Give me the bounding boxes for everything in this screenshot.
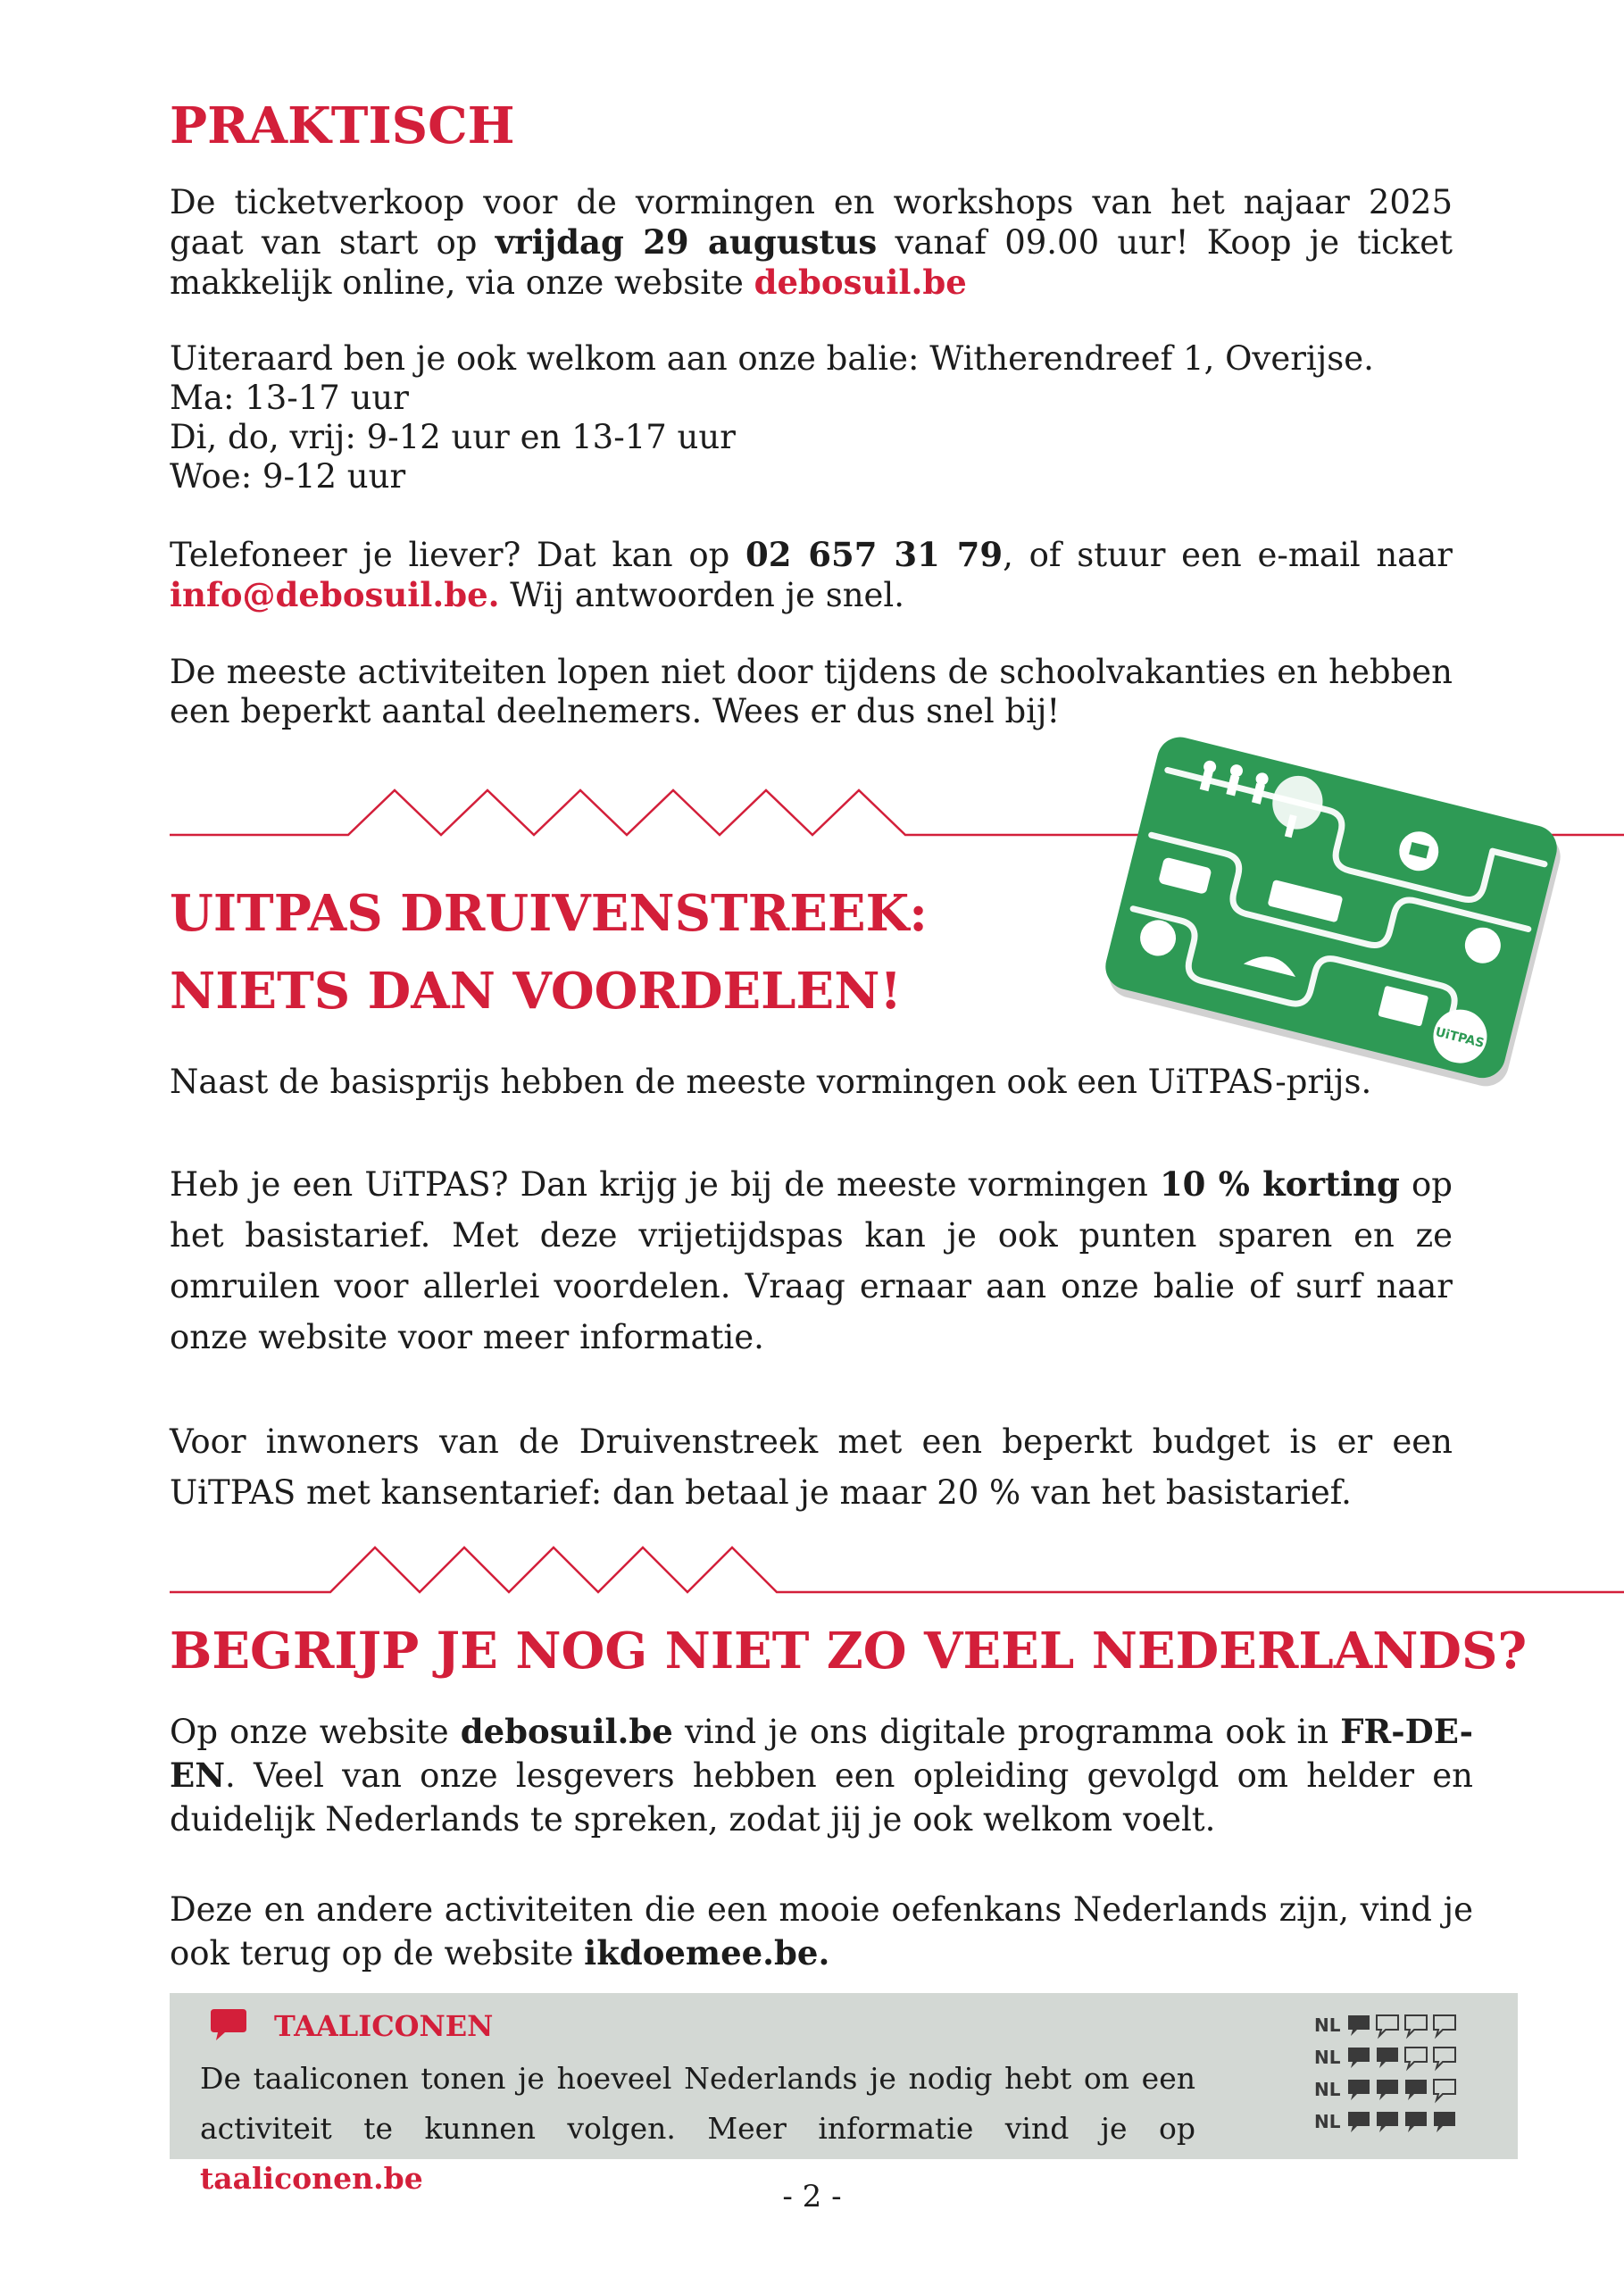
website-link[interactable]: debosuil.be [754,263,967,302]
nl-label: NL [1314,2079,1341,2100]
contact-text: Telefoneer je liever? Dat kan op [170,536,745,574]
taaliconen-title: TAALICONEN [274,2009,494,2043]
taalicoon-level-4 [1314,2109,1475,2136]
kansentarief-paragraph: Voor inwoners van de Druivenstreek met een beperkt budget is er een UiTPAS met kansentarief: dan betaal je maar 20 % van het basistarief. [170,1422,1453,1512]
speech-icons-level-2 [1346,2045,1462,2072]
speech-icons-level-3 [1346,2077,1462,2104]
digital-programme-paragraph [170,1710,1473,1841]
activities-paragraph: De meeste activiteiten lopen niet door tijdens de schoolvakanties en hebben een beperkt aantal deelnemers. Wees er dus snel bij! [170,653,1453,730]
taaliconen-link[interactable]: taaliconen.be [200,2161,423,2196]
contact-paragraph [170,535,1453,615]
taalicoon-level-1 [1314,2013,1475,2039]
uitpas-price-paragraph: Naast de basisprijs hebben de meeste vormingen ook een UiTPAS-prijs. [170,1063,1372,1101]
section-title-uitpas-line2: NIETS DAN VOORDELEN! [170,962,903,1021]
contact-text-2: , of stuur een e-mail naar [1003,536,1453,574]
taalicoon-level-3 [1314,2077,1475,2104]
ikdoemee-paragraph [170,1888,1473,1975]
programme-text: Op onze website [170,1713,461,1751]
discount-amount: 10 % korting [1159,1164,1400,1204]
phone-number[interactable]: 02 657 31 79 [745,535,1004,574]
taaliconen-description: De taaliconen tonen je hoeveel Nederlands je nodig hebt om een activiteit te kunnen volgen. Meer informatie vind je op [200,2061,1195,2146]
zigzag-divider-2 [0,1543,1624,1597]
email-link[interactable]: info@debosuil.be. [170,575,500,614]
speech-bubble-icon [209,2007,248,2043]
taaliconen-box [170,1993,1518,2196]
uitpas-discount-paragraph [170,1159,1453,1363]
discount-text-2: op het basistarief. Met deze vrijetijdspas kan je ook punten sparen en ze omruilen voor allerlei voordelen. Vraag ernaar aan onze balie of surf naar onze website voor meer informatie. [170,1165,1453,1356]
nl-label: NL [1314,2047,1341,2068]
contact-text-3: Wij antwoorden je snel. [499,576,905,614]
ticket-sale-text: De ticketverkoop voor de vormingen en workshops van het najaar 2025 gaat van start op [170,183,1453,262]
languages: FR-DE-EN [170,1712,1473,1795]
page-number: - 2 - [782,2179,842,2214]
balie-address: Uiteraard ben je ook welkom aan onze balie: Witherendreef 1, Overijse. [170,339,1374,378]
nl-label: NL [1314,2111,1341,2132]
sale-date: vrijdag 29 augustus [495,222,878,262]
hours-monday: Ma: 13-17 uur [170,379,409,417]
uitpas-card-image [1080,714,1571,1107]
ikdoemee-link[interactable]: ikdoemee.be. [584,1933,830,1973]
ikdoemee-text: Deze en andere activiteiten die een mooie oefenkans Nederlands zijn, vind je ook terug op de website [170,1890,1473,1973]
uitpas-card-label: UiTPAS [1434,1025,1486,1052]
programme-text-2: vind je ons digitale programma ook in [672,1713,1341,1751]
taalicoon-level-2 [1314,2045,1475,2072]
programme-text-3: . Veel van onze lesgevers hebben een opleiding gevolgd om helder en duidelijk Nederlands te spreken, zodat jij je ook welkom voelt. [170,1756,1473,1839]
section-title-praktisch: PRAKTISCH [170,96,515,155]
ticket-sale-text-2: vanaf 09.00 uur! Koop je ticket makkelijk online, via onze website [170,223,1453,302]
website-name[interactable]: debosuil.be [460,1712,673,1751]
opening-hours-paragraph [170,339,1453,496]
speech-icons-level-4 [1346,2109,1462,2136]
discount-text: Heb je een UiTPAS? Dan krijg je bij de meeste vormingen [170,1165,1160,1204]
nl-label: NL [1314,2014,1341,2036]
speech-icons-level-1 [1346,2013,1462,2039]
section-title-uitpas-line1: UITPAS DRUIVENSTREEK: [170,884,928,943]
ticket-sale-paragraph [170,183,1453,303]
section-title-nederlands: BEGRIJP JE NOG NIET ZO VEEL NEDERLANDS? [170,1622,1528,1681]
hours-wednesday: Woe: 9-12 uur [170,457,406,496]
hours-tue-thu-fri: Di, do, vrij: 9-12 uur en 13-17 uur [170,418,736,456]
